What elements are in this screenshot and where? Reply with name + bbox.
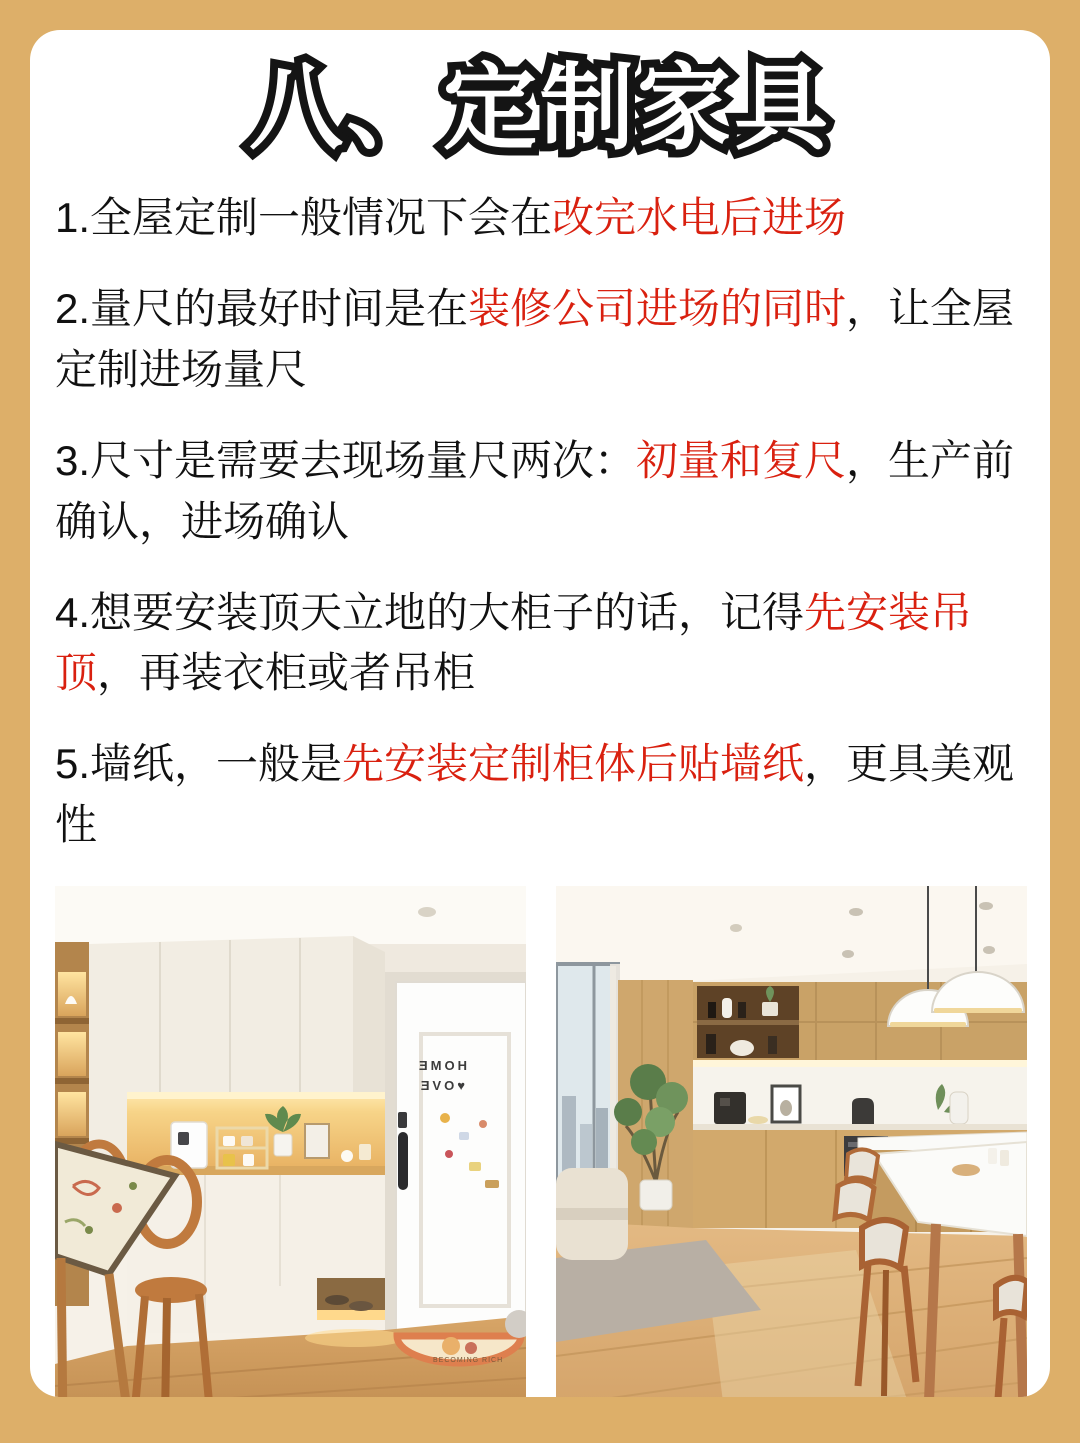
highlight-segment: 改完水电后进场 [552,194,847,242]
page-title: 八、定制家具 八、定制家具 [30,54,1050,162]
countertop [693,1124,1027,1130]
text-segment: ，更具美观性 [55,740,1015,849]
text-segment: 2.量尺的最好时间是在 [55,284,469,332]
svg-text:BECOMING RICH: BECOMING RICH [433,1357,504,1365]
counter-frame [305,1124,329,1158]
entryway-photo [55,886,526,1397]
text-segment: 4.想要安装顶天立地的大柜子的话，记得 [55,588,805,636]
highlight-segment: 初量和复尺 [636,436,847,484]
point-5 [55,734,1025,856]
text-segment: ，生产前确认，进场确认 [55,436,1015,545]
point-4 [55,583,1025,705]
highlight-segment: 装修公司进场的同时 [468,284,847,332]
point-1 [55,188,1025,249]
door-lock-icon [398,1112,407,1128]
text-segment: 3.尺寸是需要去现场量尺两次： [55,436,637,484]
text-segment: 5.墙纸，一般是 [55,740,343,788]
svg-text:HOME: HOME [416,1058,467,1074]
led-strip [693,1060,1027,1067]
highlight-segment: 先安装吊顶 [55,588,973,697]
tips-list [30,188,1050,856]
text-segment: ，让全屋定制进场量尺 [55,284,1015,393]
sofa [556,1168,628,1260]
point-3 [55,431,1025,553]
point-2 [55,279,1025,401]
text-segment: 1.全屋定制一般情况下会在 [55,194,553,242]
photo-row [30,886,1050,1397]
highlight-segment: 先安装定制柜体后贴墙纸 [342,740,805,788]
svg-text:♥OVE: ♥OVE [417,1078,465,1094]
kitchen-illustration [556,886,1027,1397]
entryway-illustration [55,886,526,1397]
content-card [30,30,1050,1397]
text-segment: ，再装衣柜或者吊柜 [97,649,476,697]
open-shelf-niche [697,986,799,1058]
kitchen-photo [556,886,1027,1397]
